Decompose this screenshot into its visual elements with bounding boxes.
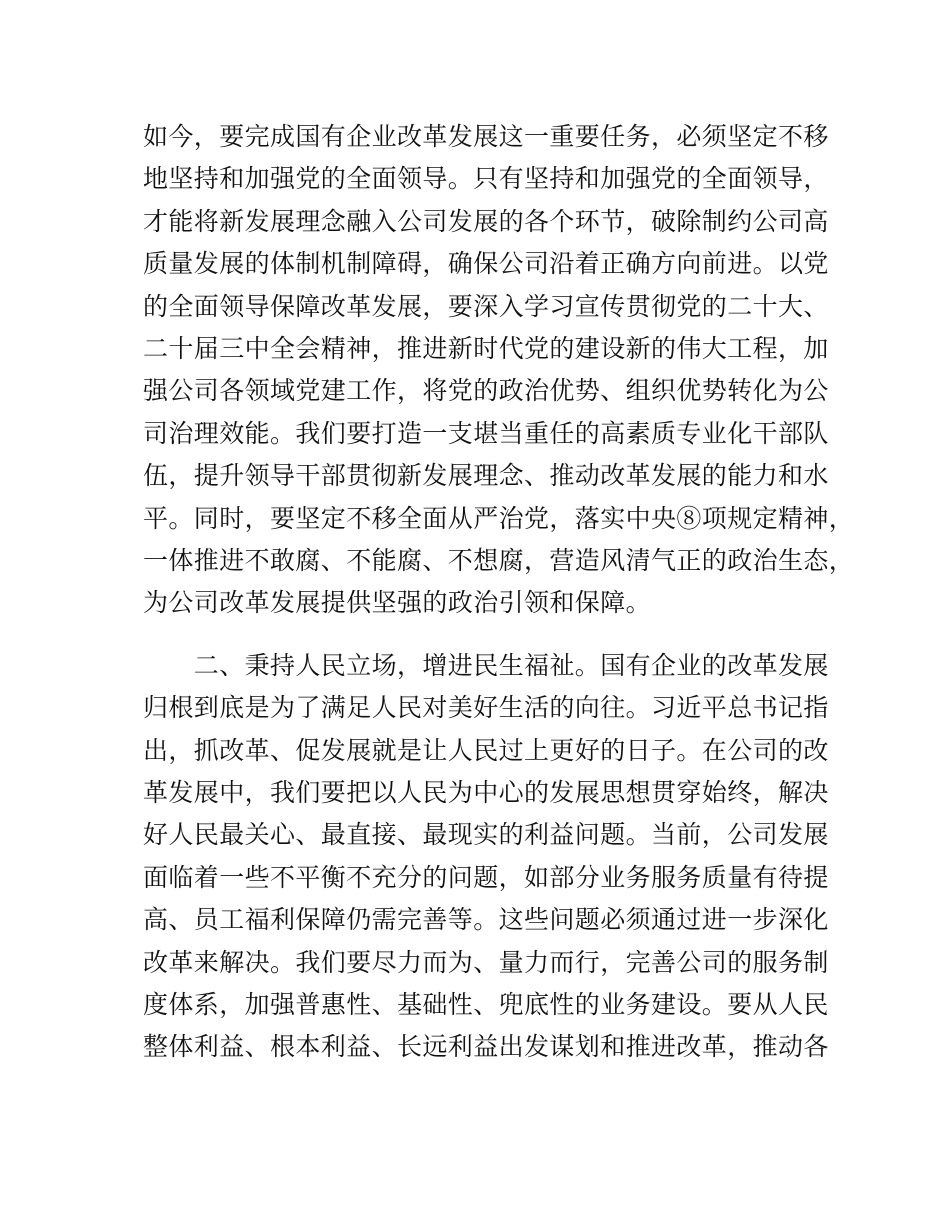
text-line: 如今，要完成国有企业改革发展这一重要任务，必须坚定不移 <box>143 122 829 151</box>
text-line: 归根到底是为了满足人民对美好生活的向往。习近平总书记指 <box>143 693 829 722</box>
text-line: 才能将新发展理念融入公司发展的各个环节，破除制约公司高 <box>143 207 829 236</box>
text-line: 面临着一些不平衡不充分的问题，如部分业务服务质量有待提 <box>143 863 829 892</box>
text-line: 革发展中，我们要把以人民为中心的发展思想贯穿始终，解决 <box>143 778 829 807</box>
text-line: 整体利益、根本利益、长远利益出发谋划和推进改革，推动各 <box>143 1032 829 1061</box>
text-line: 度体系，加强普惠性、基础性、兜底性的业务建设。要从人民 <box>143 990 829 1019</box>
text-line: 的全面领导保障改革发展，要深入学习宣传贯彻党的二十大、 <box>143 292 829 321</box>
text-line: 改革来解决。我们要尽力而为、量力而行，完善公司的服务制 <box>143 948 829 977</box>
text-line: 强公司各领域党建工作，将党的政治优势、组织优势转化为公 <box>143 376 829 405</box>
text-line: 高、员工福利保障仍需完善等。这些问题必须通过进一步深化 <box>143 905 829 934</box>
text-line: 二、秉持人民立场，增进民生福祉。国有企业的改革发展 <box>143 651 829 680</box>
text-line: 平。同时，要坚定不移全面从严治党，落实中央⑧项规定精神， <box>143 504 855 533</box>
text-line: 出，抓改革、促发展就是让人民过上更好的日子。在公司的改 <box>143 736 829 765</box>
text-line: 好人民最关心、最直接、最现实的利益问题。当前，公司发展 <box>143 820 829 849</box>
text-line: 一体推进不敢腐、不能腐、不想腐，营造风清气正的政治生态， <box>143 546 855 575</box>
text-line: 伍，提升领导干部贯彻新发展理念、推动改革发展的能力和水 <box>143 461 829 490</box>
text-line: 司治理效能。我们要打造一支堪当重任的高素质专业化干部队 <box>143 419 829 448</box>
text-line: 为公司改革发展提供坚强的政治引领和保障。 <box>143 588 652 617</box>
text-line: 二十届三中全会精神，推进新时代党的建设新的伟大工程，加 <box>143 334 829 363</box>
text-line: 质量发展的体制机制障碍，确保公司沿着正确方向前进。以党 <box>143 249 829 278</box>
text-line: 地坚持和加强党的全面领导。只有坚持和加强党的全面领导， <box>143 164 829 193</box>
